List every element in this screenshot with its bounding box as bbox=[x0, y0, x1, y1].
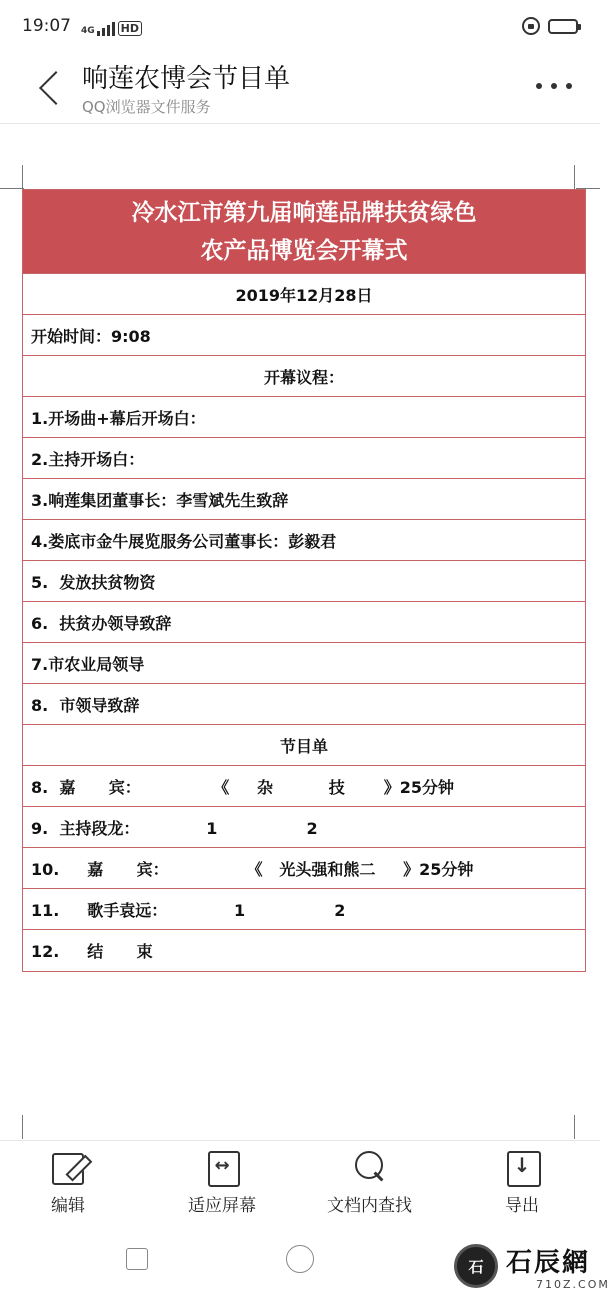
table-row: 开幕议程： bbox=[23, 356, 585, 397]
watermark bbox=[452, 1240, 610, 1300]
table-row: 节目单 bbox=[23, 725, 585, 766]
search-icon bbox=[352, 1149, 388, 1185]
export-icon bbox=[504, 1149, 540, 1185]
table-row: 2019年12月28日 bbox=[23, 274, 585, 315]
table-row: 7.市农业局领导 bbox=[23, 643, 585, 684]
table-row: 2.主持开场白： bbox=[23, 438, 585, 479]
table-row: 12. 结 束 bbox=[31, 942, 153, 961]
fit-screen-label: 适应屏幕 bbox=[188, 1196, 256, 1216]
table-row: 4.娄底市金牛展览服务公司董事长：彭毅君 bbox=[23, 520, 585, 561]
find-in-document-button[interactable] bbox=[327, 1149, 412, 1216]
page-corner-mark bbox=[22, 165, 23, 189]
document-viewer[interactable] bbox=[0, 125, 600, 1140]
more-horizontal-icon[interactable] bbox=[536, 76, 572, 96]
table-row: 3.响莲集团董事长：李雪斌先生致辞 bbox=[23, 479, 585, 520]
program-table bbox=[22, 189, 586, 972]
table-row: 1.开场曲+幕后开场白： bbox=[23, 397, 585, 438]
rotation-lock-icon bbox=[522, 17, 540, 35]
table-row: 6. 扶贫办领导致辞 bbox=[23, 602, 585, 643]
battery-icon bbox=[548, 19, 578, 34]
document-title bbox=[23, 190, 585, 274]
page-corner-mark bbox=[22, 1115, 23, 1139]
edit-label: 编辑 bbox=[51, 1196, 85, 1216]
signal-icon bbox=[97, 22, 115, 36]
document-title-line2: 农产品博览会开幕式 bbox=[200, 237, 408, 264]
table-row: 9. 主持段龙： 1 2 bbox=[23, 807, 585, 848]
app-header bbox=[0, 52, 600, 124]
table-row: 5. 发放扶贫物资 bbox=[23, 561, 585, 602]
export-label: 导出 bbox=[505, 1196, 539, 1216]
bottom-toolbar bbox=[0, 1140, 600, 1226]
fit-screen-button[interactable] bbox=[188, 1149, 256, 1216]
watermark-text: 石辰網 bbox=[506, 1248, 591, 1278]
chevron-left-icon[interactable] bbox=[36, 68, 66, 108]
edit-button[interactable] bbox=[50, 1149, 86, 1216]
table-row: 10. 嘉 宾： 《 光头强和熊二 》25分钟 bbox=[23, 848, 585, 889]
watermark-logo: 石 bbox=[454, 1244, 498, 1288]
page-corner-mark bbox=[574, 165, 575, 189]
watermark-url: 710Z.COM bbox=[536, 1278, 610, 1291]
network-indicator bbox=[81, 16, 142, 36]
page-title: 响莲农博会节目单 bbox=[82, 64, 291, 94]
table-row: 开始时间：9:08 bbox=[23, 315, 585, 356]
table-row: 8. 市领导致辞 bbox=[23, 684, 585, 725]
page-corner-mark bbox=[0, 188, 24, 189]
page-subtitle: QQ浏览器文件服务 bbox=[82, 98, 211, 116]
export-button[interactable] bbox=[504, 1149, 540, 1216]
status-right bbox=[522, 17, 578, 35]
table-row: 11. 歌手袁远： 1 2 bbox=[23, 889, 585, 930]
network-type: 4G bbox=[81, 26, 95, 36]
edit-icon bbox=[50, 1149, 86, 1185]
page-corner-mark bbox=[574, 1115, 575, 1139]
table-row: 8. 嘉 宾： 《 杂 技 》25分钟 bbox=[23, 766, 585, 807]
status-bar bbox=[0, 0, 600, 52]
recent-apps-icon[interactable] bbox=[126, 1248, 148, 1270]
hd-badge: HD bbox=[118, 21, 142, 36]
find-label: 文档内查找 bbox=[327, 1196, 412, 1216]
fit-screen-icon bbox=[204, 1149, 240, 1185]
document-title-line1: 冷水江市第九届响莲品牌扶贫绿色 bbox=[131, 199, 477, 226]
status-time: 19:07 bbox=[22, 16, 71, 36]
home-icon[interactable] bbox=[286, 1245, 314, 1273]
